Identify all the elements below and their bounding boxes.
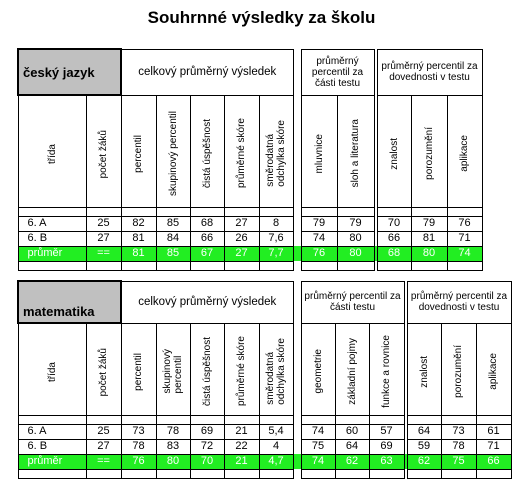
col-header-skill: aplikace [488, 353, 499, 390]
cell-value: 81 [411, 231, 447, 246]
cell-value: 83 [156, 439, 190, 454]
cell-value: 21 [224, 454, 259, 469]
col-header-skill: znalost [388, 137, 400, 170]
cell-value: 85 [156, 246, 190, 261]
cell-value: 22 [224, 439, 259, 454]
table-row [18, 424, 511, 439]
cell-value: 4 [259, 439, 293, 454]
cell-value: 63 [369, 454, 404, 469]
cell-value: 60 [335, 424, 369, 439]
col-header-pocet-zaku: počet žáků [98, 129, 109, 178]
cell-value: 7,7 [259, 246, 293, 261]
col-header-skill: porozumění [453, 345, 464, 398]
col-header-pocet-zaku: počet žáků [98, 347, 109, 396]
cell-value: 79 [411, 216, 447, 231]
col-header-skupinovy-percentil: skupinový percentil [162, 349, 184, 394]
page-title: Souhrnné výsledky za školu [147, 8, 376, 27]
cell-value: 80 [337, 231, 374, 246]
math-subject-label: matematika [18, 281, 121, 323]
col-header-prumerne-skore: průměrné skóre [236, 336, 247, 407]
cell-value: == [86, 246, 121, 261]
cell-value: 73 [121, 424, 156, 439]
class-label: 6. B [18, 439, 86, 454]
cell-value: 75 [441, 454, 476, 469]
col-header-skupinovy-percentil: skupinový percentil [167, 110, 179, 197]
cell-value: 74 [301, 231, 337, 246]
cell-value: 66 [190, 231, 224, 246]
col-header-skill: aplikace [459, 135, 470, 172]
cell-value: 84 [156, 231, 190, 246]
cell-value: 72 [190, 439, 224, 454]
col-header-part: sloh a literatura [350, 119, 361, 188]
cell-value: 76 [121, 454, 156, 469]
cell-value: 71 [447, 231, 482, 246]
average-label: průměr [18, 246, 86, 261]
math-parts-header: průměrný percentil za části testu [301, 281, 404, 323]
czech-overall-header: celkový průměrný výsledek [121, 49, 293, 95]
col-header-skill: znalost [418, 355, 430, 388]
cell-value: 27 [224, 216, 259, 231]
cell-value: 76 [301, 246, 337, 261]
col-header-cista-uspesnost: čistá úspěšnost [201, 119, 213, 188]
cell-value: 4,7 [259, 454, 293, 469]
cell-value: 70 [190, 454, 224, 469]
col-header-part: základní pojmy [346, 338, 358, 405]
cell-value: 25 [86, 216, 121, 231]
cell-value: 59 [407, 439, 441, 454]
col-header-part: geometrie [312, 349, 324, 394]
math-skills-header: průměrný percentil za dovednosti v testu [407, 281, 511, 323]
cell-value: 75 [301, 439, 335, 454]
cell-value: 80 [411, 246, 447, 261]
cell-value: 66 [476, 454, 511, 469]
cell-value: 57 [369, 424, 404, 439]
cell-value: 70 [377, 216, 411, 231]
col-header-smerodatna-odchylka: směrodatná odchylka skóre [265, 338, 287, 405]
cell-value: 21 [224, 424, 259, 439]
cell-value: 80 [337, 246, 374, 261]
col-header-skill: porozumění [423, 127, 435, 180]
class-label: 6. A [18, 424, 86, 439]
table-row [18, 216, 482, 231]
cell-value: 69 [369, 439, 404, 454]
cell-value: 81 [121, 246, 156, 261]
czech-skills-header: průměrný percentil za dovednosti v testu [377, 49, 482, 95]
cell-value: 76 [447, 216, 482, 231]
cell-value: 85 [156, 216, 190, 231]
col-header-percentil: percentil [133, 352, 144, 391]
cell-value: == [86, 454, 121, 469]
cell-value: 68 [377, 246, 411, 261]
czech-results-table [17, 48, 483, 271]
cell-value: 64 [335, 439, 369, 454]
col-header-percentil: percentil [133, 134, 144, 173]
math-results-table [17, 280, 512, 479]
average-label: průměr [18, 454, 86, 469]
math-overall-header: celkový průměrný výsledek [121, 281, 293, 323]
col-header-prumerne-skore: průměrné skóre [236, 118, 247, 189]
czech-parts-header: průměrný percentil za části testu [301, 49, 374, 95]
cell-value: 68 [190, 216, 224, 231]
cell-value: 71 [476, 439, 511, 454]
cell-value: 62 [335, 454, 369, 469]
class-label: 6. A [18, 216, 86, 231]
cell-value: 67 [190, 246, 224, 261]
cell-value: 27 [86, 231, 121, 246]
cell-value: 61 [476, 424, 511, 439]
col-header-part: mluvnice [313, 133, 325, 174]
cell-value: 73 [441, 424, 476, 439]
cell-value: 7,6 [259, 231, 293, 246]
table-row [18, 439, 511, 454]
col-header-trida: třída [46, 361, 58, 382]
cell-value: 78 [441, 439, 476, 454]
czech-subject-label: český jazyk [18, 49, 121, 95]
col-header-cista-uspesnost: čistá úspěšnost [201, 337, 213, 406]
cell-value: 69 [190, 424, 224, 439]
cell-value: 27 [86, 439, 121, 454]
cell-value: 74 [301, 454, 335, 469]
cell-value: 66 [377, 231, 411, 246]
class-label: 6. B [18, 231, 86, 246]
average-row [18, 246, 482, 261]
cell-value: 5,4 [259, 424, 293, 439]
cell-value: 82 [121, 216, 156, 231]
average-row [18, 454, 511, 469]
col-header-part: funkce a rovnice [381, 335, 392, 408]
cell-value: 25 [86, 424, 121, 439]
cell-value: 64 [407, 424, 441, 439]
cell-value: 26 [224, 231, 259, 246]
cell-value: 74 [447, 246, 482, 261]
cell-value: 79 [301, 216, 337, 231]
col-header-smerodatna-odchylka: směrodatná odchylka skóre [265, 120, 287, 187]
cell-value: 80 [156, 454, 190, 469]
cell-value: 27 [224, 246, 259, 261]
cell-value: 8 [259, 216, 293, 231]
col-header-trida: třída [46, 143, 58, 164]
cell-value: 78 [121, 439, 156, 454]
cell-value: 62 [407, 454, 441, 469]
cell-value: 74 [301, 424, 335, 439]
cell-value: 78 [156, 424, 190, 439]
cell-value: 81 [121, 231, 156, 246]
cell-value: 79 [337, 216, 374, 231]
table-row [18, 231, 482, 246]
